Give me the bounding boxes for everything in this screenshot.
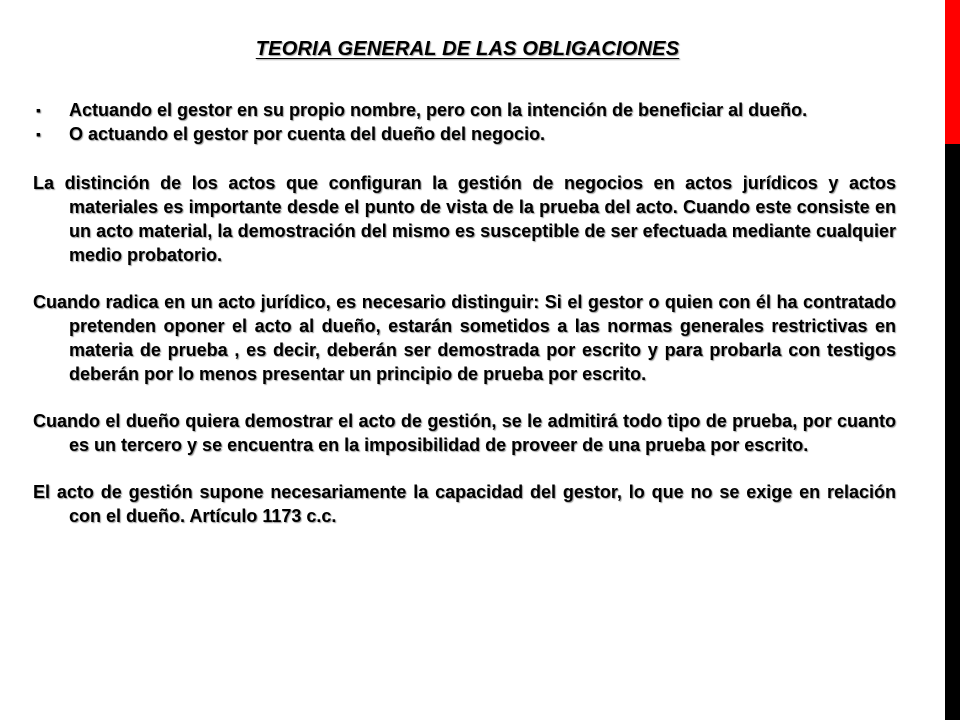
slide-content [33, 98, 896, 528]
slide-title: TEORIA GENERAL DE LAS OBLIGACIONES [255, 38, 680, 60]
side-bar-red [945, 0, 960, 144]
paragraph-acto-juridico: Cuando radica en un acto jurídico, es necesario distinguir: Si el gestor o quien con él ha contratado pretenden oponer el acto al dueño, estarán sometidos a las normas generales restrictivas en materia de prueba , es decir, deberán ser demostrada por escrito y para probarla con testigos deberán por lo menos presentar un principio de prueba por escrito. [33, 292, 896, 384]
bullet-text: O actuando el gestor por cuenta del dueño del negocio. [69, 124, 546, 144]
square-bullet-icon: ▪ [36, 102, 41, 118]
paragraph-distincion: La distinción de los actos que configuran la gestión de negocios en actos jurídicos y actos materiales es importante desde el punto de vista de la prueba del acto. Cuando este consiste en un acto material, la demostración del mismo es susceptible de ser efectuada mediante cualquier medio probatorio. [33, 173, 896, 265]
bullet-item [33, 122, 896, 146]
bullet-list [33, 98, 896, 146]
side-bar-black [945, 144, 960, 720]
paragraph-dueno: Cuando el dueño quiera demostrar el acto de gestión, se le admitirá todo tipo de prueba, por cuanto es un tercero y se encuentra en la imposibilidad de proveer de una prueba por escrito. [33, 411, 896, 455]
paragraph-capacidad: El acto de gestión supone necesariamente la capacidad del gestor, lo que no se exige en relación con el dueño. Artículo 1173 c.c. [33, 482, 896, 526]
bullet-text: Actuando el gestor en su propio nombre, pero con la intención de beneficiar al dueño. [69, 100, 808, 120]
square-bullet-icon: ▪ [36, 126, 41, 142]
bullet-item [33, 98, 896, 122]
